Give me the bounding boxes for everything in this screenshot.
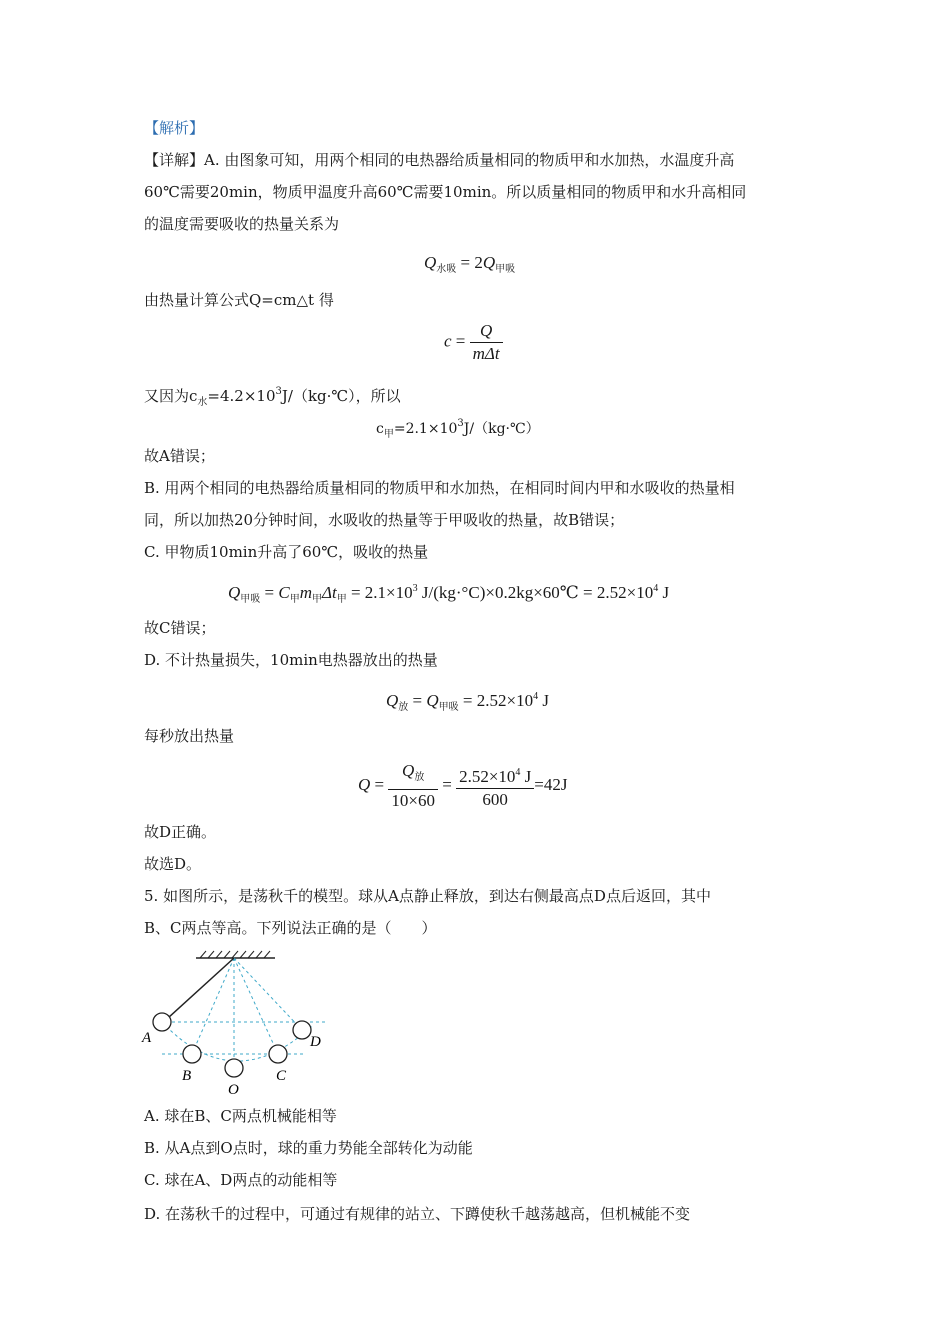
- swing-diagram: [140, 948, 340, 1098]
- eq4-sup1: 3: [412, 583, 418, 594]
- eq1-equals: = 2: [460, 253, 483, 272]
- eq6-den1: 10×60: [391, 791, 435, 810]
- eq5-q2: Q: [426, 691, 439, 710]
- eq2-lhs: c: [444, 331, 452, 351]
- final-answer: 故选D。: [144, 855, 202, 873]
- paragraph-b-2: 同，所以加热20分钟时间，水吸收的热量等于甲吸收的热量，故B错误；: [144, 511, 625, 529]
- question5-stem-1: 5. 如图所示，是荡秋千的模型。球从A点静止释放，到达右侧最高点D点后返回，其中: [144, 887, 711, 905]
- eq5-q2-sub: 甲吸: [438, 702, 459, 713]
- paragraph-a-1: [144, 150, 734, 170]
- eq4-m: m: [299, 583, 312, 602]
- equation-heat-ratio: [424, 252, 515, 281]
- eq6-lhs: Q: [358, 774, 371, 794]
- eq4-sup2: 4: [653, 583, 659, 594]
- option-b[interactable]: B. 从A点到O点时，球的重力势能全部转化为动能: [144, 1139, 473, 1157]
- eq6-num1-q: Q: [402, 761, 415, 780]
- equation-heat-per-second: [358, 760, 567, 812]
- eq4-q-sub: 甲吸: [240, 594, 261, 605]
- eq4-dt-sub: 甲: [336, 594, 347, 605]
- p5-post: J/（kg·℃），所以: [281, 387, 401, 405]
- eq5-q-sub: 放: [398, 702, 409, 713]
- eq4-val: = 2.1×10: [346, 583, 413, 602]
- p5-sup: 3: [275, 386, 282, 397]
- option-d[interactable]: D. 在荡秋千的过程中，可通过有规律的站立、下蹲使秋千越荡越高，但机械能不变: [144, 1205, 691, 1223]
- conclusion-d: 故D正确。: [144, 823, 217, 841]
- conclusion-c: 故C错误；: [144, 619, 216, 637]
- eq2-numerator: Q: [470, 320, 503, 343]
- eq6-eq2: =: [437, 774, 457, 794]
- eq2-fraction: [470, 320, 503, 365]
- equation-heat-absorbed: [228, 578, 669, 611]
- label-a: A: [142, 1030, 152, 1046]
- eq4-m-sub: 甲: [312, 594, 322, 605]
- eq6-num1: [388, 760, 438, 790]
- label-b: B: [182, 1068, 192, 1084]
- detail-tag: 【详解】: [144, 151, 205, 169]
- paragraph-c-1: C. 甲物质10min升高了60℃，吸收的热量: [144, 543, 429, 561]
- paragraph-b-1: B. 用两个相同的电热器给质量相同的物质甲和水加热，在相同时间内甲和水吸收的热量相: [144, 479, 735, 497]
- eq3-sub: 甲: [383, 429, 394, 440]
- eq6-den2: 600: [482, 789, 508, 809]
- eq6-num2-sup: 4: [515, 766, 521, 778]
- label-c: C: [276, 1068, 287, 1084]
- eq5-q: Q: [386, 691, 399, 710]
- eq4-dt: Δt: [322, 583, 337, 602]
- eq6-num2-val: 2.52×10: [459, 766, 516, 786]
- eq1-q2: Q: [482, 253, 496, 272]
- ball-a: [153, 1013, 171, 1031]
- eq2-eq: =: [455, 331, 466, 351]
- paragraph-a-2: 60℃需要20min，物质甲温度升高60℃需要10min。所以质量相同的物质甲和水升高相同: [144, 183, 747, 201]
- p5-mid: =4.2×10: [207, 387, 276, 405]
- equation-heat-released: [386, 686, 549, 719]
- eq6-num2: [456, 762, 534, 789]
- eq1-q: Q: [424, 253, 437, 272]
- eq6-fraction-1: [388, 760, 438, 812]
- eq2-denominator: mΔt: [472, 344, 500, 363]
- eq4-q: Q: [228, 583, 241, 602]
- paragraph-d-2: 每秒放出热量: [144, 727, 235, 745]
- eq5-end: J: [538, 691, 549, 710]
- eq4-unit: J/(kg·°C)×0.2kg×60℃ = 2.52×10: [417, 583, 654, 602]
- eq6-fraction-2: [456, 762, 534, 811]
- paragraph-a-3: 的温度需要吸收的热量关系为: [144, 215, 340, 233]
- option-c[interactable]: C. 球在A、D两点的动能相等: [144, 1171, 338, 1189]
- paragraph-a-1-text: A. 由图象可知，用两个相同的电热器给质量相同的物质甲和水加热，水温度升高: [204, 151, 735, 169]
- paragraph-formula-intro: 由热量计算公式Q=cm△t 得: [144, 291, 334, 309]
- eq1-sub-jia: 甲吸: [495, 264, 516, 275]
- dashed-guides: [154, 958, 326, 1068]
- eq4-eq1: =: [260, 583, 279, 602]
- p5-pre: 又因为c: [144, 387, 198, 405]
- p5-sub: 水: [197, 397, 208, 408]
- eq5-eq: =: [408, 691, 427, 710]
- paragraph-c-water: [144, 382, 401, 413]
- eq3-mid: =2.1×10: [393, 421, 458, 437]
- ceiling-hatch: [200, 951, 270, 958]
- eq6-eq: =: [370, 774, 389, 794]
- eq5-val: = 2.52×10: [458, 691, 534, 710]
- eq4-c: C: [278, 583, 290, 602]
- paragraph-d-1: D. 不计热量损失，10min电热器放出的热量: [144, 651, 438, 669]
- eq4-end: J: [658, 583, 670, 602]
- eq6-num2-end: J: [520, 766, 532, 786]
- swing-rope: [168, 958, 234, 1018]
- eq6-num1-sub: 放: [414, 772, 425, 783]
- eq3-sup: 3: [457, 418, 464, 429]
- eq5-sup: 4: [533, 691, 539, 702]
- ball-d: [293, 1021, 311, 1039]
- option-a[interactable]: A. 球在B、C两点机械能相等: [144, 1107, 337, 1125]
- analysis-header: 【解析】: [144, 119, 205, 137]
- ball-b: [183, 1045, 201, 1063]
- eq6-result: =42J: [534, 774, 568, 794]
- equation-c-jia: [376, 414, 540, 445]
- label-d: D: [310, 1034, 321, 1050]
- conclusion-a: 故A错误；: [144, 447, 215, 465]
- eq1-sub-water: 水吸: [436, 264, 457, 275]
- eq3-post: J/（kg·℃）: [463, 421, 540, 437]
- eq4-c-sub: 甲: [289, 594, 300, 605]
- label-o: O: [228, 1082, 239, 1098]
- equation-specific-heat: [444, 320, 503, 365]
- eq3-pre: c: [376, 421, 384, 437]
- ball-c: [269, 1045, 287, 1063]
- ball-o: [225, 1059, 243, 1077]
- question5-stem-2: B、C两点等高。下列说法正确的是（ ）: [144, 919, 437, 937]
